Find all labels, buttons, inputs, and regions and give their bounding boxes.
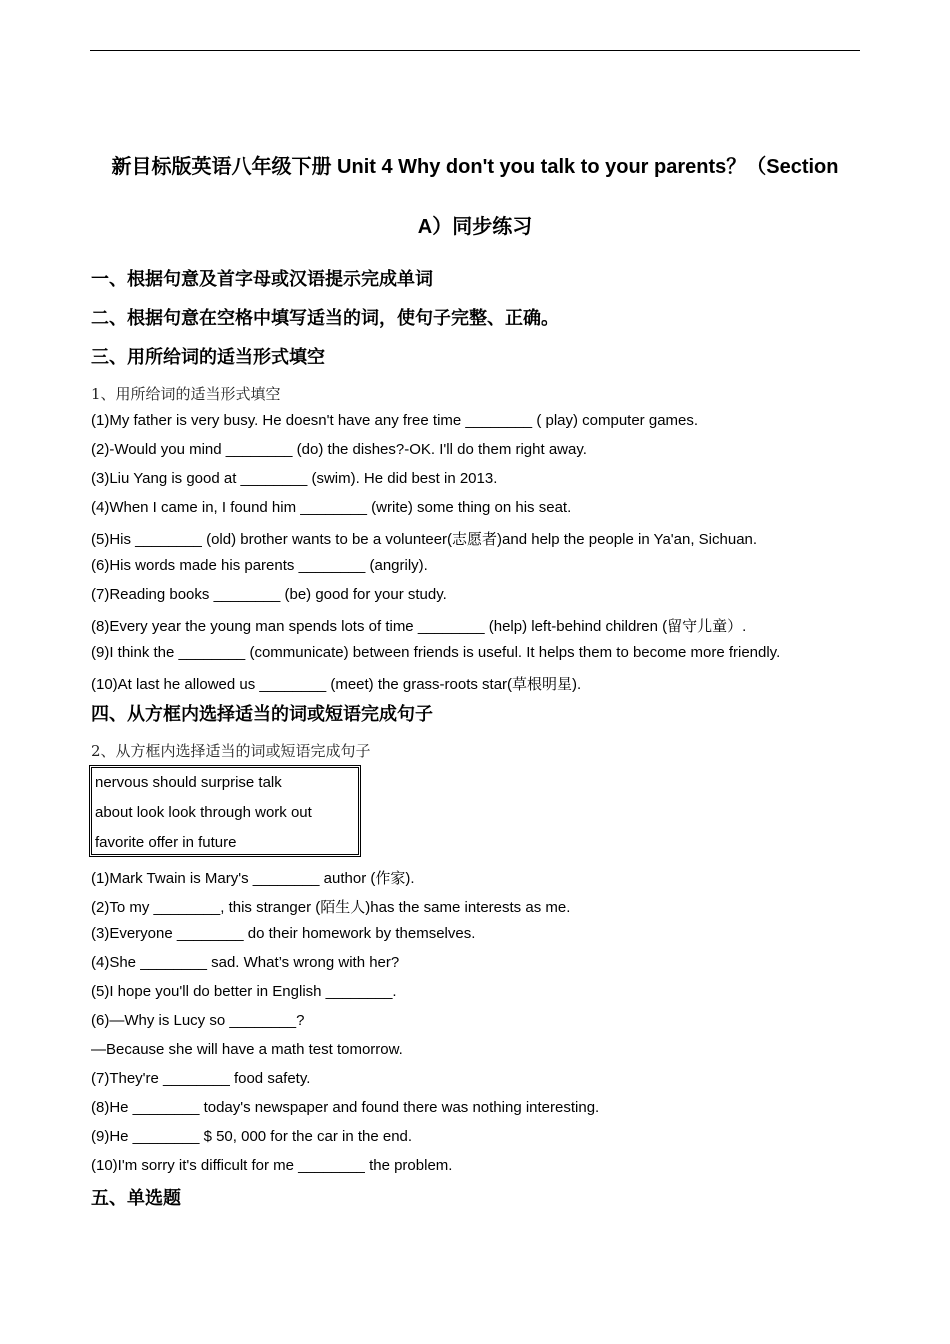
exercise-item: (1)Mark Twain is Mary's ________ author (作家). xyxy=(91,870,415,887)
exercise-item: (3)Everyone ________ do their homework by themselves. xyxy=(91,925,476,942)
section4-subtitle: 2、从方框内选择适当的词或短语完成句子 xyxy=(91,742,371,760)
exercise-item: (5)His ________ (old) brother wants to be a volunteer(志愿者)and help the people in Ya'an, Sichuan. xyxy=(91,531,758,548)
exercise-item: (4)She ________ sad. What’s wrong with her? xyxy=(91,954,400,971)
exercise-item: (7)They're ________ food safety. xyxy=(91,1070,311,1087)
word-bank-row: nervous should surprise talk xyxy=(95,774,282,791)
section-heading-5: 五、单选题 xyxy=(91,1188,181,1208)
word-bank-row: about look look through work out xyxy=(95,804,312,821)
exercise-item: (5)I hope you'll do better in English ________. xyxy=(91,983,397,1000)
exercise-item: (9)I think the ________ (communicate) between friends is useful. It helps them to become more friendly. xyxy=(91,644,781,661)
exercise-item: (2)-Would you mind ________ (do) the dishes?-OK. I'll do them right away. xyxy=(91,441,587,458)
section-heading-2: 二、根据句意在空格中填写适当的词，使句子完整、正确。 xyxy=(91,308,559,328)
exercise-item: (10)At last he allowed us ________ (meet) the grass-roots star(草根明星). xyxy=(91,676,582,693)
document-title-line2: A）同步练习 xyxy=(417,216,533,238)
exercise-item: (9)He ________ $ 50, 000 for the car in the end. xyxy=(91,1128,413,1145)
word-bank-row: favorite offer in future xyxy=(95,834,237,851)
section3-subtitle: 1、用所给词的适当形式填空 xyxy=(91,385,281,403)
exercise-item: (1)My father is very busy. He doesn't have any free time ________ ( play) computer games. xyxy=(91,412,699,429)
exercise-item: (3)Liu Yang is good at ________ (swim). He did best in 2013. xyxy=(91,470,498,487)
word-bank-box xyxy=(89,765,361,857)
header-rule xyxy=(90,50,860,51)
exercise-item: (7)Reading books ________ (be) good for your study. xyxy=(91,586,447,603)
document-title-line1: 新目标版英语八年级下册 Unit 4 Why don't you talk to your parents？（Section xyxy=(111,156,839,178)
exercise-item: (4)When I came in, I found him ________ (write) some thing on his seat. xyxy=(91,499,572,516)
exercise-item: (8)He ________ today's newspaper and found there was nothing interesting. xyxy=(91,1099,600,1116)
exercise-item: (6)His words made his parents ________ (angrily). xyxy=(91,557,428,574)
section-heading-3: 三、用所给词的适当形式填空 xyxy=(91,347,325,367)
exercise-item: (8)Every year the young man spends lots of time ________ (help) left-behind children (留守儿童）. xyxy=(91,618,747,635)
exercise-item: (10)I'm sorry it's difficult for me ________ the problem. xyxy=(91,1157,453,1174)
exercise-answer-line: —Because she will have a math test tomorrow. xyxy=(91,1041,403,1058)
exercise-item: (6)—Why is Lucy so ________? xyxy=(91,1012,305,1029)
section-heading-4: 四、从方框内选择适当的词或短语完成句子 xyxy=(91,704,433,724)
section-heading-1: 一、根据句意及首字母或汉语提示完成单词 xyxy=(91,269,433,289)
exercise-item: (2)To my ________, this stranger (陌生人)has the same interests as me. xyxy=(91,899,571,916)
